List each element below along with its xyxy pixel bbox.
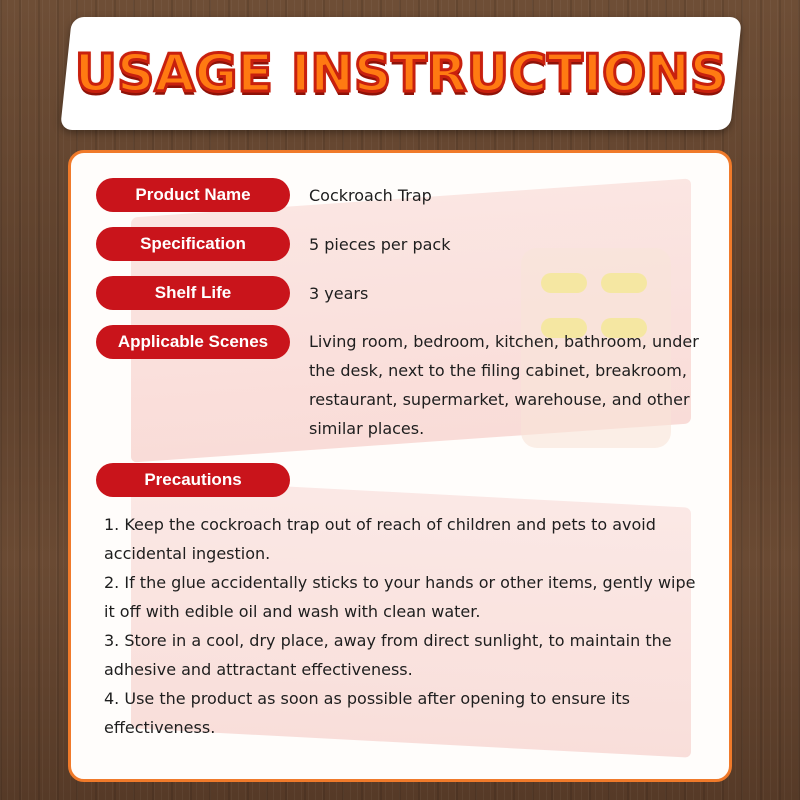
value-shelf-life: 3 years xyxy=(309,284,369,303)
precaution-item: 3. Store in a cool, dry place, away from direct sunlight, to maintain the adhesive and attractant effectiveness. xyxy=(104,631,672,679)
info-card xyxy=(68,150,732,782)
label-shelf-life: Shelf Life xyxy=(96,276,290,310)
label-specification: Specification xyxy=(96,227,290,261)
precautions-list xyxy=(104,510,704,742)
value-specification: 5 pieces per pack xyxy=(309,235,451,254)
page-title: USAGE INSTRUCTIONS xyxy=(74,43,728,104)
label-applicable-scenes: Applicable Scenes xyxy=(96,325,290,359)
precaution-item: 4. Use the product as soon as possible after opening to ensure its effectiveness. xyxy=(104,689,630,737)
label-product-name: Product Name xyxy=(96,178,290,212)
value-applicable-scenes: Living room, bedroom, kitchen, bathroom, under the desk, next to the filing cabinet, breakroom, restaurant, supermarket, warehouse, and other similar places. xyxy=(309,332,699,438)
value-product-name: Cockroach Trap xyxy=(309,186,432,205)
precaution-item: 2. If the glue accidentally sticks to your hands or other items, gently wipe it off with edible oil and wash with clean water. xyxy=(104,573,696,621)
label-precautions: Precautions xyxy=(96,463,290,497)
precaution-item: 1. Keep the cockroach trap out of reach of children and pets to avoid accidental ingestion. xyxy=(104,515,656,563)
